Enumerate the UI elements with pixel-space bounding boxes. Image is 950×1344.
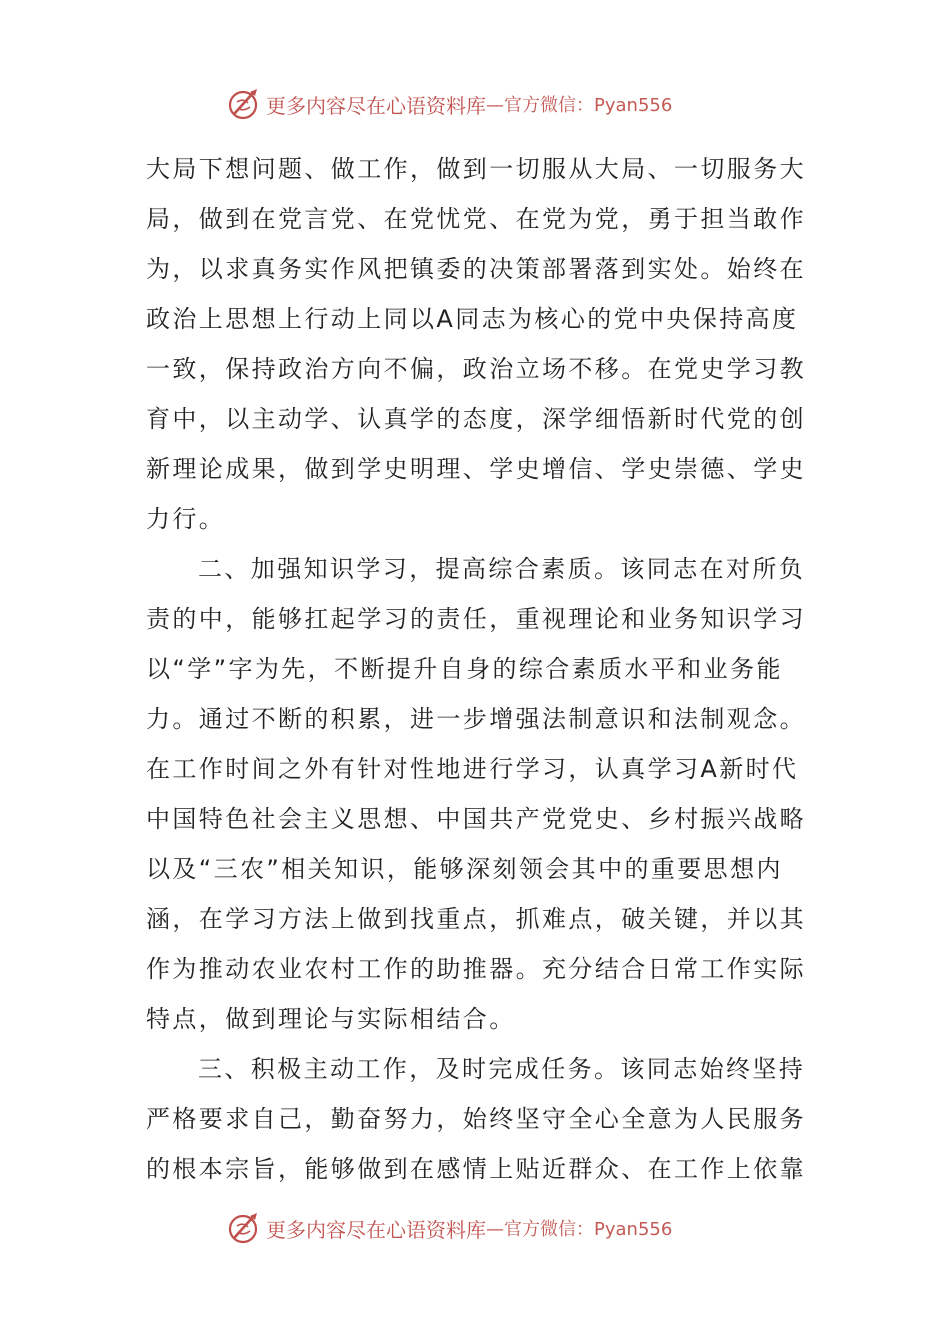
section-heading-line: 二、加强知识学习，提高综合素质。该同志在对所负	[198, 555, 806, 583]
text-line: 涵，在学习方法上做到找重点，抓难点，破关键，并以其	[146, 905, 806, 933]
watermark-contact: —官方微信：Pyan556	[486, 1219, 673, 1240]
text-line: 力行。	[146, 505, 226, 533]
text-line: 责的中，能够扛起学习的责任，重视理论和业务知识学习	[146, 605, 806, 633]
text-line: 力。通过不断的积累，进一步增强法制意识和法制观念。	[146, 705, 806, 733]
text-line: 以“学”字为先，不断提升自身的综合素质水平和业务能	[146, 655, 783, 683]
text-line: 为，以求真务实作风把镇委的决策部署落到实处。始终在	[146, 255, 806, 283]
text-line: 政治上思想上行动上同以A同志为核心的党中央保持高度	[146, 305, 799, 333]
watermark-text: 更多内容尽在心语资料库	[266, 1217, 486, 1242]
text-line: 作为推动农业农村工作的助推器。充分结合日常工作实际	[146, 955, 806, 983]
text-line: 特点，做到理论与实际相结合。	[146, 1005, 516, 1033]
watermark-contact: —官方微信：Pyan556	[486, 95, 673, 116]
text-line: 新理论成果，做到学史明理、学史增信、学史崇德、学史	[146, 455, 806, 483]
pen-seal-logo-icon	[226, 1210, 262, 1246]
watermark-text: 更多内容尽在心语资料库	[266, 93, 486, 118]
text-line: 大局下想问题、做工作，做到一切服从大局、一切服务大	[146, 155, 806, 183]
section-heading-line: 三、积极主动工作，及时完成任务。该同志始终坚持	[198, 1055, 806, 1083]
text-line: 局，做到在党言党、在党忧党、在党为党，勇于担当敢作	[146, 205, 806, 233]
text-line: 育中，以主动学、认真学的态度，深学细悟新时代党的创	[146, 405, 806, 433]
text-line: 严格要求自己，勤奋努力，始终坚守全心全意为人民服务	[146, 1105, 806, 1133]
text-line: 中国特色社会主义思想、中国共产党党史、乡村振兴战略	[146, 805, 806, 833]
footer-watermark	[226, 1210, 672, 1246]
text-line: 在工作时间之外有针对性地进行学习，认真学习A新时代	[146, 755, 799, 783]
text-line: 一致，保持政治方向不偏，政治立场不移。在党史学习教	[146, 355, 806, 383]
header-watermark	[226, 86, 672, 122]
text-line: 的根本宗旨，能够做到在感情上贴近群众、在工作上依靠	[146, 1155, 806, 1183]
document-body	[146, 144, 806, 1194]
text-line: 以及“三农”相关知识，能够深刻领会其中的重要思想内	[146, 855, 783, 883]
pen-seal-logo-icon	[226, 86, 262, 122]
